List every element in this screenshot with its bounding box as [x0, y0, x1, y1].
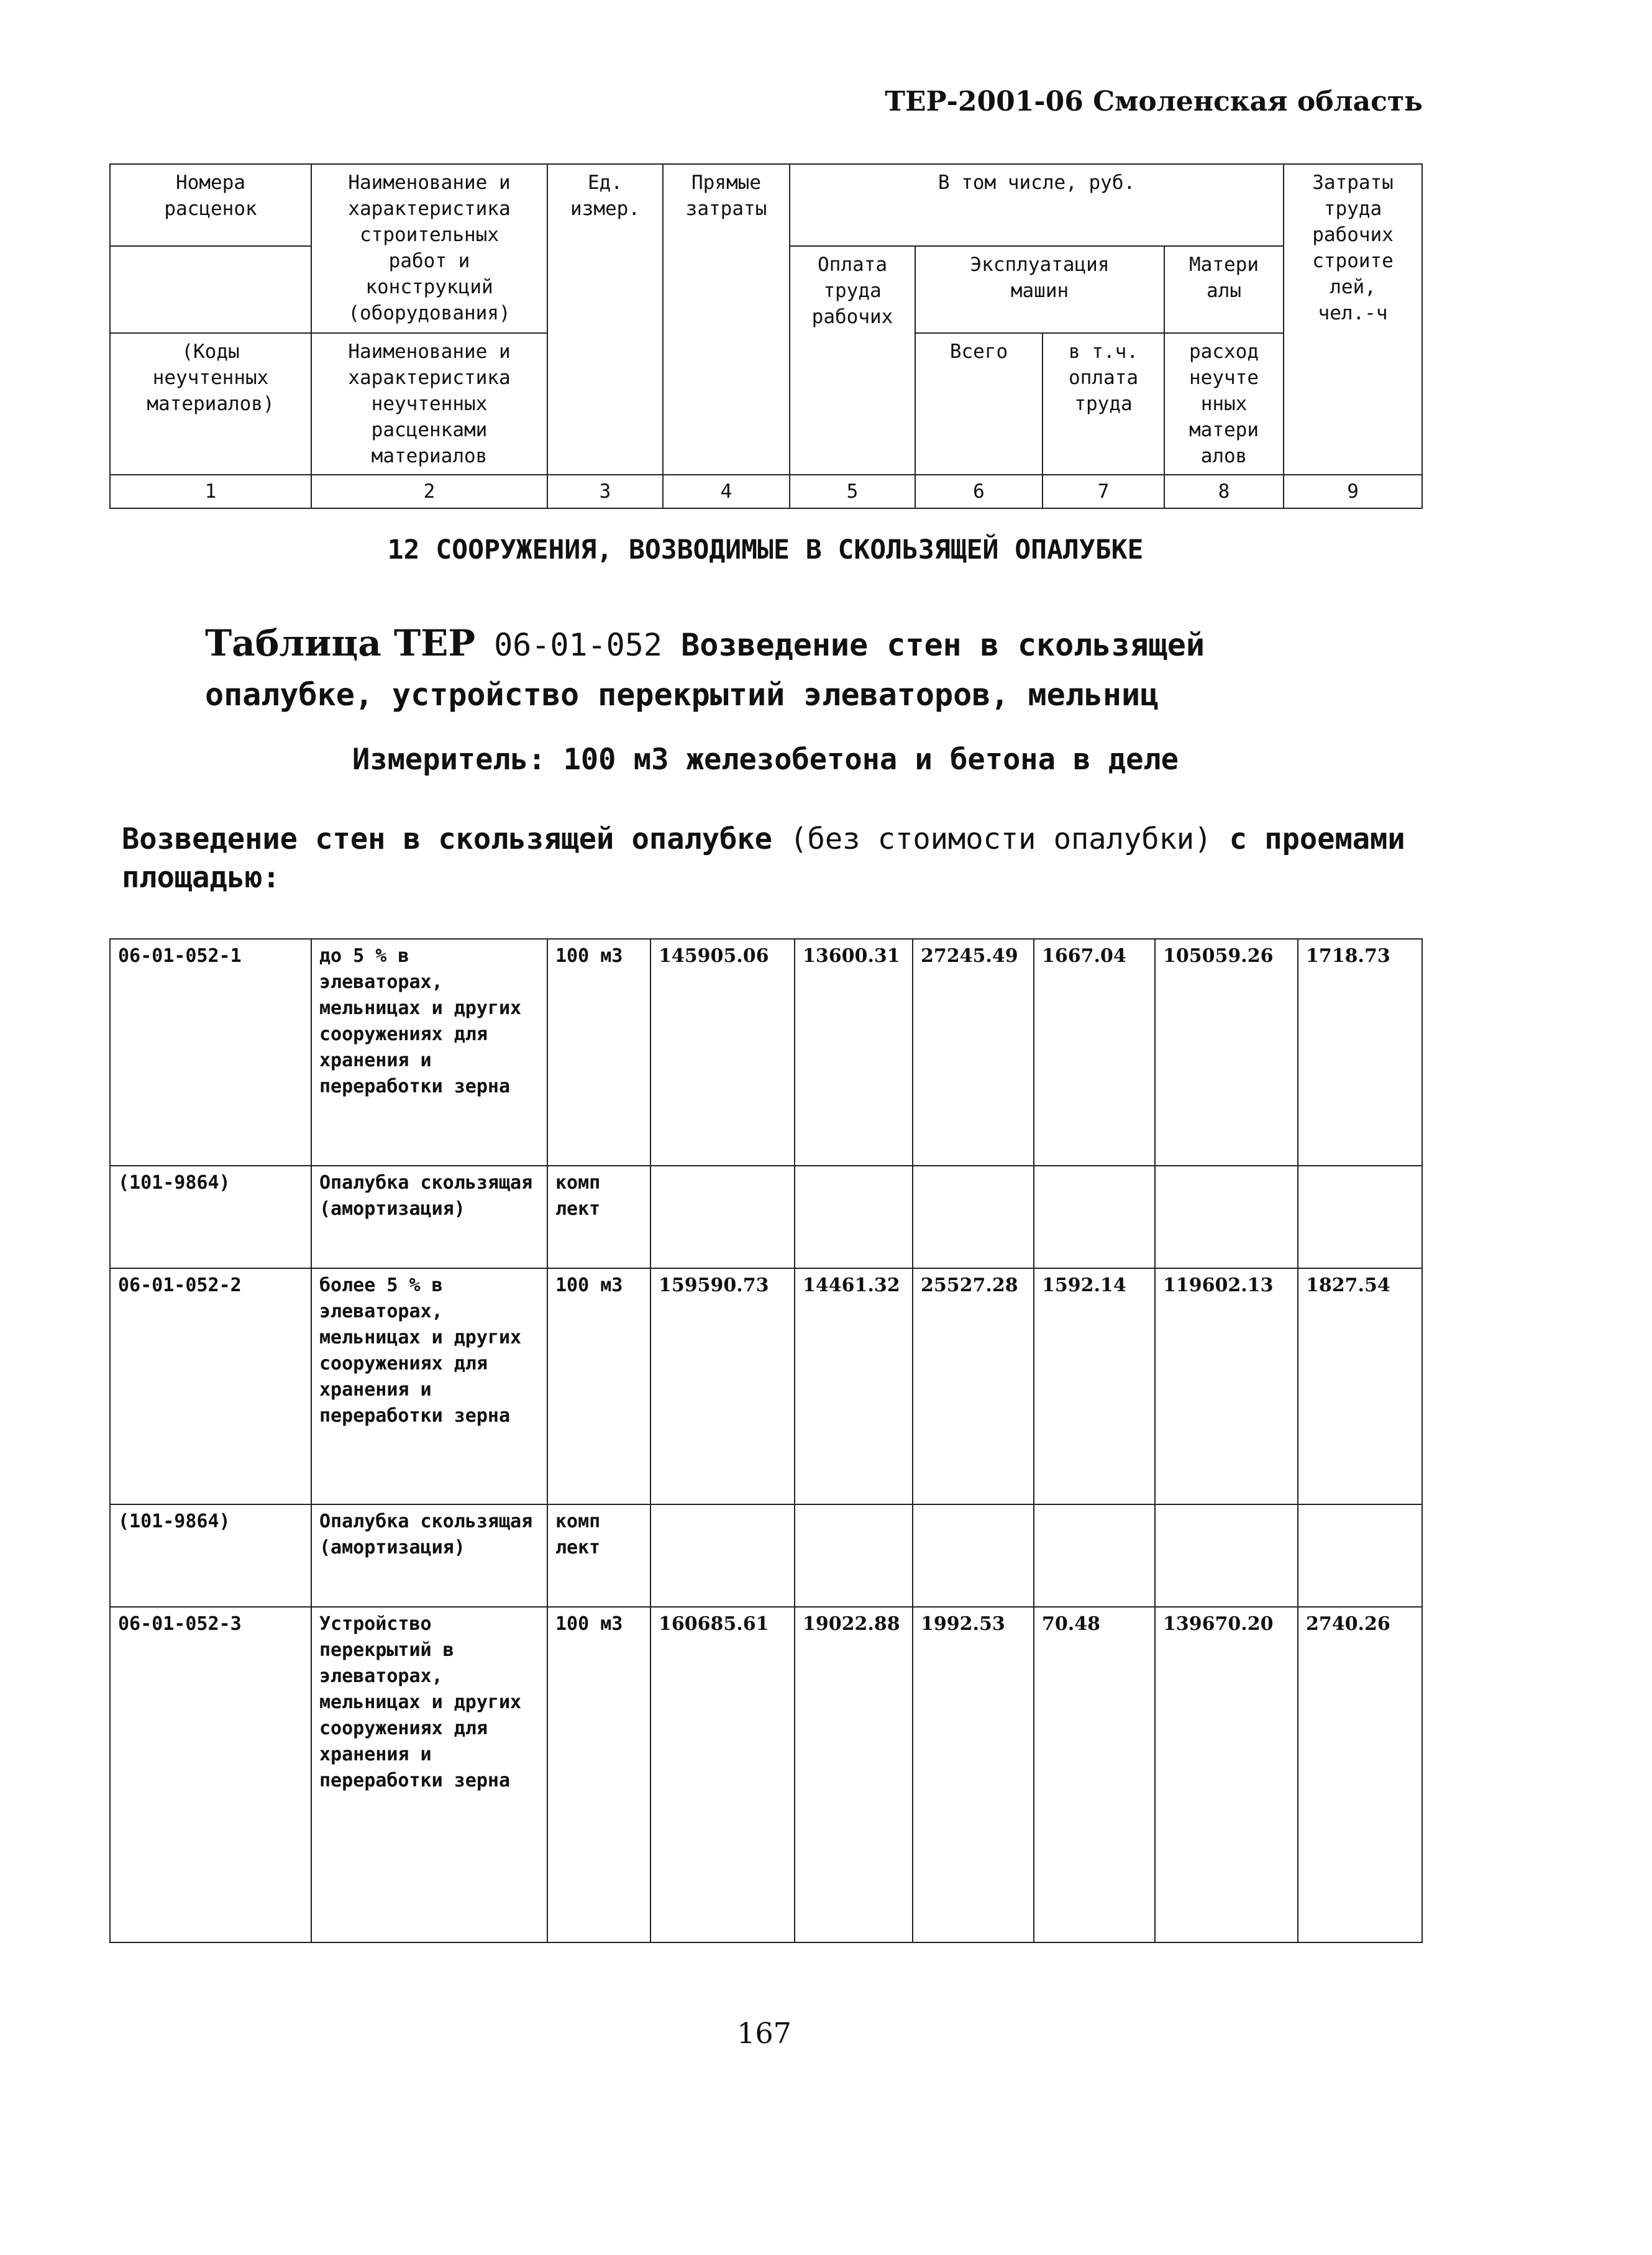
header-material-codes: (Коды неучтенных материалов) [110, 333, 311, 475]
table-row [110, 1607, 1422, 1942]
column-number: 6 [915, 475, 1043, 508]
machine-total: 27245.49 [913, 939, 1034, 1166]
empty-cell [913, 1504, 1034, 1607]
empty-cell [1034, 1504, 1155, 1607]
subsection-title-bold: Возведение стен в скользящей опалубке [122, 822, 772, 856]
worker-pay: 19022.88 [795, 1607, 913, 1942]
header-labor-hours: Затраты труда рабочих строите лей, чел.-ч [1284, 164, 1422, 475]
machine-labor: 1592.14 [1034, 1268, 1155, 1504]
header-machine-labor: в т.ч. оплата труда [1043, 333, 1164, 475]
rate-name: более 5 % в элеваторах, мельницах и других сооружениях для хранения и переработки зерна [311, 1268, 547, 1504]
empty-cell [1155, 1166, 1298, 1268]
column-number: 9 [1284, 475, 1422, 508]
empty-cell [1155, 1504, 1298, 1607]
direct-costs: 160685.61 [650, 1607, 795, 1942]
machine-labor: 1667.04 [1034, 939, 1155, 1166]
empty-cell [1034, 1166, 1155, 1268]
column-header-table [109, 163, 1423, 509]
machine-total: 25527.28 [913, 1268, 1034, 1504]
column-number: 8 [1164, 475, 1284, 508]
machine-total: 1992.53 [913, 1607, 1034, 1942]
header-including-group: В том числе, руб. [790, 164, 1284, 246]
direct-costs: 159590.73 [650, 1268, 795, 1504]
table-row [110, 1166, 1422, 1268]
document-header: ТЕР-2001-06 Смоленская область [885, 86, 1423, 117]
labor-hours: 2740.26 [1298, 1607, 1422, 1942]
machine-labor: 70.48 [1034, 1607, 1155, 1942]
empty-cell [795, 1504, 913, 1607]
header-unit: Ед. измер. [547, 164, 663, 475]
table-row [110, 1504, 1422, 1607]
column-number: 1 [110, 475, 311, 508]
material-name: Опалубка скользящая (амортизация) [311, 1166, 547, 1268]
empty-cell [650, 1166, 795, 1268]
materials: 139670.20 [1155, 1607, 1298, 1942]
header-work-name: Наименование и характеристика строительных работ и конструкций (оборудования) [311, 164, 547, 333]
worker-pay: 14461.32 [795, 1268, 913, 1504]
table-row [110, 939, 1422, 1166]
header-worker-pay: Оплата труда рабочих [790, 246, 915, 475]
table-row [110, 1268, 1422, 1504]
header-machine-total: Всего [915, 333, 1043, 475]
page-number: 167 [737, 2016, 792, 2050]
header-machine-operation: Эксплуатация машин [915, 246, 1164, 333]
labor-hours: 1718.73 [1298, 939, 1422, 1166]
table-title-prefix: Таблица ТЕР [205, 622, 475, 664]
column-number: 4 [663, 475, 790, 508]
header-direct-costs: Прямые затраты [663, 164, 790, 475]
empty-cell [913, 1166, 1034, 1268]
rate-unit: 100 м3 [547, 939, 650, 1166]
column-number: 3 [547, 475, 663, 508]
material-code: (101-9864) [110, 1166, 311, 1268]
rate-code: 06-01-052-1 [110, 939, 311, 1166]
empty-cell [1298, 1166, 1422, 1268]
rate-name: Устройство перекрытий в элеваторах, мельницах и других сооружениях для хранения и переработки зерна [311, 1607, 547, 1942]
rates-table [109, 938, 1423, 1943]
column-number: 5 [790, 475, 915, 508]
header-col1-spacer [110, 246, 311, 333]
material-unit: комп лект [547, 1504, 650, 1607]
header-unaccounted-materials: расход неучте нных матери алов [1164, 333, 1284, 475]
worker-pay: 13600.31 [795, 939, 913, 1166]
rate-unit: 100 м3 [547, 1607, 650, 1942]
table-title-text: Возведение стен в скользящей опалубке, устройство перекрытий элеваторов, мельниц [205, 627, 1205, 713]
empty-cell [1298, 1504, 1422, 1607]
material-unit: комп лект [547, 1166, 650, 1268]
materials: 105059.26 [1155, 939, 1298, 1166]
empty-cell [650, 1504, 795, 1607]
section-title: 12 СООРУЖЕНИЯ, ВОЗВОДИМЫЕ В СКОЛЬЗЯЩЕЙ ОПАЛУБКЕ [387, 534, 1144, 565]
rate-code: 06-01-052-2 [110, 1268, 311, 1504]
header-rate-number: Номера расценок [110, 164, 311, 246]
header-materials: Матери алы [1164, 246, 1284, 333]
table-title-code: 06-01-052 [494, 627, 662, 663]
material-code: (101-9864) [110, 1504, 311, 1607]
header-material-names: Наименование и характеристика неучтенных расценками материалов [311, 333, 547, 475]
labor-hours: 1827.54 [1298, 1268, 1422, 1504]
subsection-title-note: (без стоимости опалубки) [790, 822, 1212, 856]
empty-cell [795, 1166, 913, 1268]
materials: 119602.13 [1155, 1268, 1298, 1504]
measure-unit: Измеритель: 100 м3 железобетона и бетона в деле [352, 743, 1179, 777]
material-name: Опалубка скользящая (амортизация) [311, 1504, 547, 1607]
direct-costs: 145905.06 [650, 939, 795, 1166]
rate-name: до 5 % в элеваторах, мельницах и других сооружениях для хранения и переработки зерна [311, 939, 547, 1166]
subsection-title [122, 820, 1426, 897]
column-number: 2 [311, 475, 547, 508]
rate-unit: 100 м3 [547, 1268, 650, 1504]
table-title [205, 618, 1385, 720]
subsection-title-tail: с проемами площадью: [122, 822, 1405, 895]
column-number: 7 [1043, 475, 1164, 508]
rate-code: 06-01-052-3 [110, 1607, 311, 1942]
